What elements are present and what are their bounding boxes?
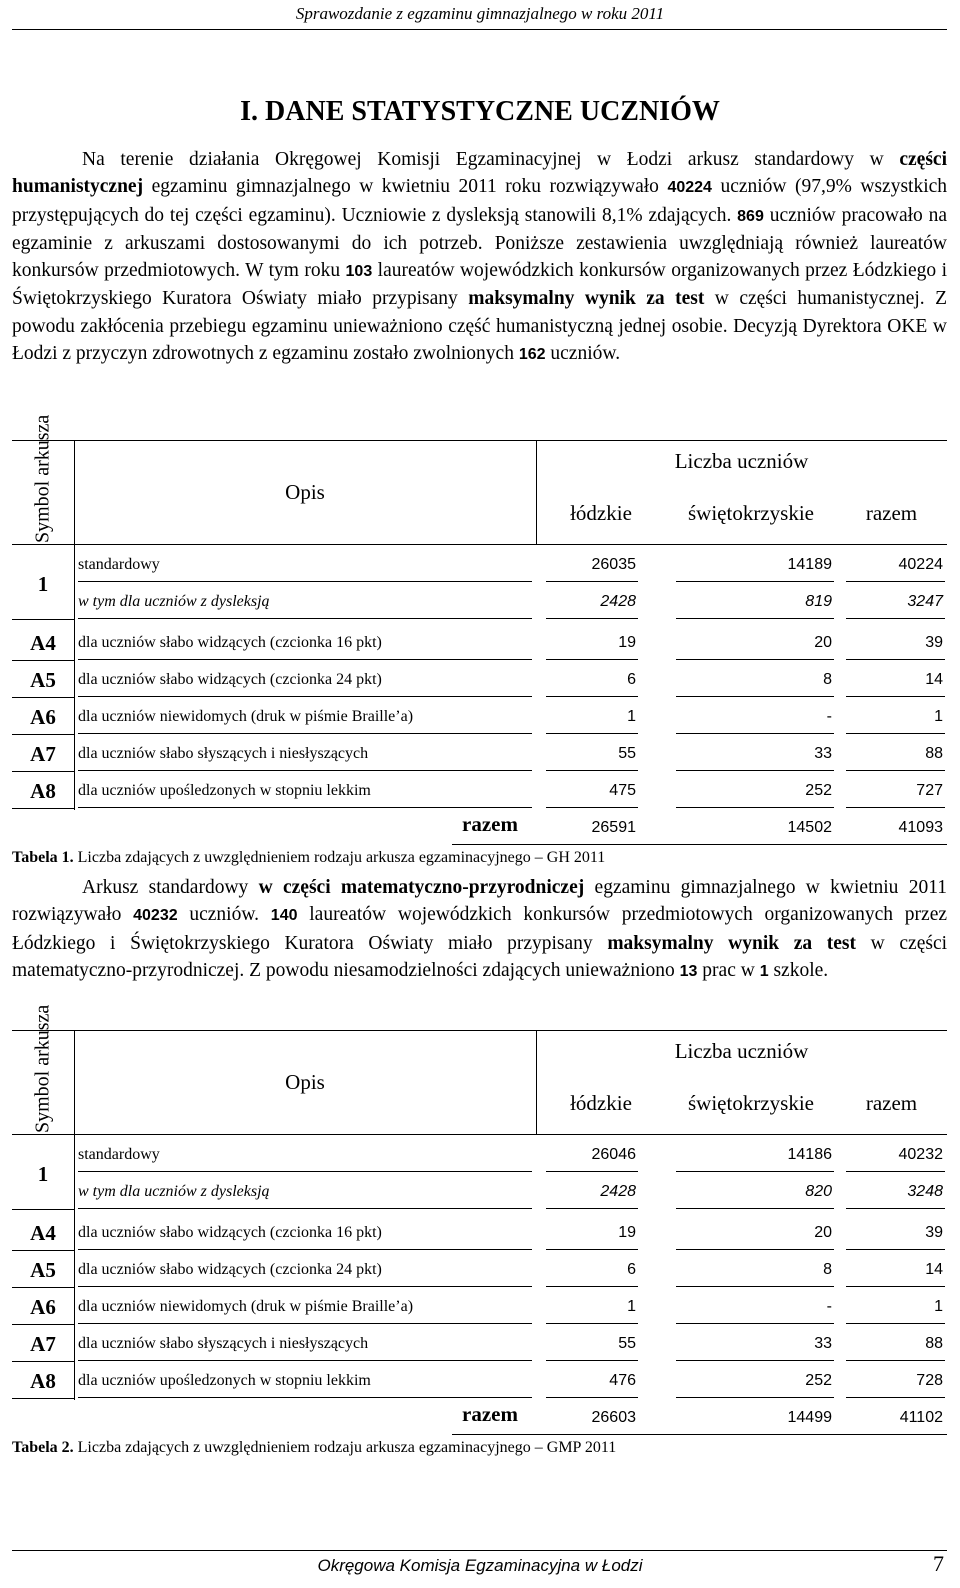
count-s: 20 bbox=[814, 1224, 832, 1241]
count-l: 26035 bbox=[591, 556, 636, 573]
sheet-description: dla uczniów słabo widzących (czcionka 16 pkt) bbox=[78, 1224, 382, 1241]
sheet-description: dla uczniów słabo widzących (czcionka 16 pkt) bbox=[78, 634, 382, 651]
total-label: razem bbox=[462, 1402, 518, 1426]
count-s: 252 bbox=[805, 1372, 832, 1389]
total-r: 41102 bbox=[899, 1409, 943, 1426]
col-swietokrzyskie: świętokrzyskie bbox=[688, 501, 814, 525]
count-s: - bbox=[826, 1298, 832, 1315]
count-s: 252 bbox=[805, 782, 832, 799]
table-row bbox=[12, 1363, 947, 1399]
col-razem: razem bbox=[865, 501, 918, 525]
count-r: 40224 bbox=[898, 556, 943, 573]
running-header: Sprawozdanie z egzaminu gimnazjalnego w roku 2011 bbox=[295, 4, 665, 23]
count-l: 6 bbox=[627, 1261, 636, 1278]
count-r: 1 bbox=[934, 1298, 943, 1315]
col-lodzkie: łódzkie bbox=[570, 1091, 632, 1115]
count-l: 2428 bbox=[600, 593, 636, 610]
count-s: 820 bbox=[805, 1183, 832, 1200]
count-r: 39 bbox=[925, 1224, 943, 1241]
table-row bbox=[12, 547, 947, 596]
count-r: 40232 bbox=[898, 1146, 943, 1163]
header-rule bbox=[12, 29, 947, 30]
opis-header: Opis bbox=[285, 480, 325, 504]
sheet-description: dla uczniów słabo widzących (czcionka 24 pkt) bbox=[78, 671, 382, 688]
count-r: 727 bbox=[916, 782, 943, 799]
col-razem: razem bbox=[865, 1091, 918, 1115]
sheet-symbol: A7 bbox=[30, 742, 56, 766]
intro-paragraph-math-science: Arkusz standardowy w części matematyczno-przyrodniczej egzaminu gimnazjalnego w kwietniu 2011 rozwiązywało 40232 uczniów. 140 laureatów wojewódzkich konkursów przedmiotowych organizowanych przez Łódzkiego i Świętokrzyskiego Kuratora Oświaty miało przypisany maksymalny wynik za test w części matematyczno-przyrodniczej. Z powodu niesamodzielności zdających unieważniono 13 prac w 1 szkole. bbox=[12, 877, 948, 981]
table-row bbox=[12, 625, 947, 661]
table-row bbox=[12, 736, 947, 772]
table-header bbox=[12, 414, 947, 545]
table-row bbox=[12, 699, 947, 735]
count-r: 1 bbox=[934, 708, 943, 725]
count-l: 55 bbox=[618, 745, 636, 762]
table-row bbox=[12, 1289, 947, 1325]
table-row bbox=[12, 1174, 947, 1210]
count-r: 88 bbox=[925, 745, 943, 762]
count-r: 39 bbox=[925, 634, 943, 651]
total-r: 41093 bbox=[898, 819, 943, 836]
count-s: 33 bbox=[814, 745, 832, 762]
total-s: 14502 bbox=[787, 819, 832, 836]
count-s: 8 bbox=[823, 1261, 832, 1278]
liczba-header: Liczba uczniów bbox=[674, 1039, 809, 1063]
sheet-symbol: 1 bbox=[37, 572, 49, 596]
total-row bbox=[12, 1400, 947, 1436]
table-row bbox=[12, 1215, 947, 1251]
count-r: 14 bbox=[925, 1261, 943, 1278]
table-row bbox=[12, 1252, 947, 1288]
count-s: 819 bbox=[805, 593, 832, 610]
table-caption: Tabela 1. Liczba zdających z uwzględnieniem rodzaju arkusza egzaminacyjnego – GH 2011 bbox=[12, 849, 606, 866]
table-row bbox=[12, 1326, 947, 1362]
sheet-description: dla uczniów słabo słyszących i niesłyszących bbox=[78, 1335, 369, 1352]
section-title: I. DANE STATYSTYCZNE UCZNIÓW bbox=[240, 96, 720, 127]
count-r: 88 bbox=[925, 1335, 943, 1352]
col-swietokrzyskie: świętokrzyskie bbox=[688, 1091, 814, 1115]
count-l: 55 bbox=[618, 1335, 636, 1352]
table-row bbox=[12, 584, 947, 620]
page-number: 7 bbox=[933, 1551, 944, 1576]
sheet-symbol: A8 bbox=[30, 1369, 56, 1393]
count-s: 33 bbox=[814, 1335, 832, 1352]
col-lodzkie: łódzkie bbox=[570, 501, 632, 525]
total-row bbox=[12, 810, 947, 846]
footer-rule bbox=[12, 1550, 947, 1551]
table-caption: Tabela 2. Liczba zdających z uwzględnieniem rodzaju arkusza egzaminacyjnego – GMP 2011 bbox=[12, 1439, 617, 1456]
count-s: 14186 bbox=[787, 1146, 832, 1163]
count-l: 475 bbox=[609, 782, 636, 799]
sheet-description: dla uczniów słabo słyszących i niesłyszących bbox=[78, 745, 369, 762]
table-row bbox=[12, 662, 947, 698]
opis-header: Opis bbox=[285, 1070, 325, 1094]
sheet-description: w tym dla uczniów z dysleksją bbox=[78, 593, 270, 610]
count-l: 2428 bbox=[600, 1183, 636, 1200]
sheet-description: standardowy bbox=[78, 1146, 160, 1163]
liczba-header: Liczba uczniów bbox=[674, 449, 809, 473]
total-s: 14499 bbox=[787, 1409, 832, 1426]
count-r: 3247 bbox=[907, 593, 943, 610]
count-s: 14189 bbox=[787, 556, 832, 573]
intro-paragraph-humanities: Na terenie działania Okręgowej Komisji Egzaminacyjnej w Łodzi arkusz standardowy w części humanistycznej egzaminu gimnazjalnego w kwietniu 2011 roku rozwiązywało 40224 uczniów (97,9% wszystkich przystępujących do tej części egzaminu). Uczniowie z dysleksją stanowili 8,1% zdających. 869 uczniów pracowało na egzaminie z arkuszami dostosowanymi do ich potrzeb. Poniższe zestawienia uwzględniają również laureatów konkursów przedmiotowych. W tym roku 103 laureatów wojewódzkich konkursów organizowanych przez Łódzkiego i Świętokrzyskiego Kuratora Oświaty miało przypisany maksymalny wynik za test w części humanistycznej. Z powodu zakłócenia przebiegu egzaminu unieważniono część humanistyczną jednej osobie. Decyzją Dyrektora OKE w Łodzi z przyczyn zdrowotnych z egzaminu zostało zwolnionych 162 uczniów. bbox=[12, 149, 948, 365]
sheet-symbol: A6 bbox=[30, 705, 56, 729]
running-footer: Okręgowa Komisja Egzaminacyjna w Łodzi bbox=[317, 1556, 643, 1575]
sheet-symbol: 1 bbox=[37, 1162, 49, 1186]
sheet-symbol: A7 bbox=[30, 1332, 56, 1356]
table-row bbox=[12, 1137, 947, 1186]
sheet-symbol: A4 bbox=[30, 631, 56, 655]
sheet-symbol: A6 bbox=[30, 1295, 56, 1319]
table-header bbox=[12, 1004, 947, 1135]
sheet-description: dla uczniów słabo widzących (czcionka 24 pkt) bbox=[78, 1261, 382, 1278]
total-label: razem bbox=[462, 812, 518, 836]
sheet-symbol: A5 bbox=[30, 1258, 56, 1282]
count-r: 728 bbox=[916, 1372, 943, 1389]
count-s: 20 bbox=[814, 634, 832, 651]
table-row bbox=[12, 773, 947, 809]
sheet-description: dla uczniów niewidomych (druk w piśmie Braille’a) bbox=[78, 1298, 414, 1315]
symbol-header: Symbol arkusza bbox=[31, 1004, 54, 1133]
symbol-header: Symbol arkusza bbox=[31, 414, 54, 543]
count-l: 476 bbox=[609, 1372, 636, 1389]
count-s: 8 bbox=[823, 671, 832, 688]
sheet-symbol: A5 bbox=[30, 668, 56, 692]
total-l: 26591 bbox=[591, 819, 636, 836]
count-l: 6 bbox=[627, 671, 636, 688]
sheet-symbol: A4 bbox=[30, 1221, 56, 1245]
count-r: 3248 bbox=[907, 1183, 943, 1200]
sheet-description: w tym dla uczniów z dysleksją bbox=[78, 1183, 270, 1200]
count-l: 26046 bbox=[591, 1146, 636, 1163]
count-l: 1 bbox=[627, 1298, 636, 1315]
total-l: 26603 bbox=[591, 1409, 636, 1426]
count-l: 1 bbox=[627, 708, 636, 725]
sheet-symbol: A8 bbox=[30, 779, 56, 803]
sheet-description: dla uczniów upośledzonych w stopniu lekkim bbox=[78, 782, 371, 799]
count-l: 19 bbox=[618, 634, 636, 651]
count-l: 19 bbox=[618, 1224, 636, 1241]
count-s: - bbox=[826, 708, 832, 725]
sheet-description: standardowy bbox=[78, 556, 160, 573]
count-r: 14 bbox=[925, 671, 943, 688]
sheet-description: dla uczniów upośledzonych w stopniu lekkim bbox=[78, 1372, 371, 1389]
sheet-description: dla uczniów niewidomych (druk w piśmie Braille’a) bbox=[78, 708, 414, 725]
